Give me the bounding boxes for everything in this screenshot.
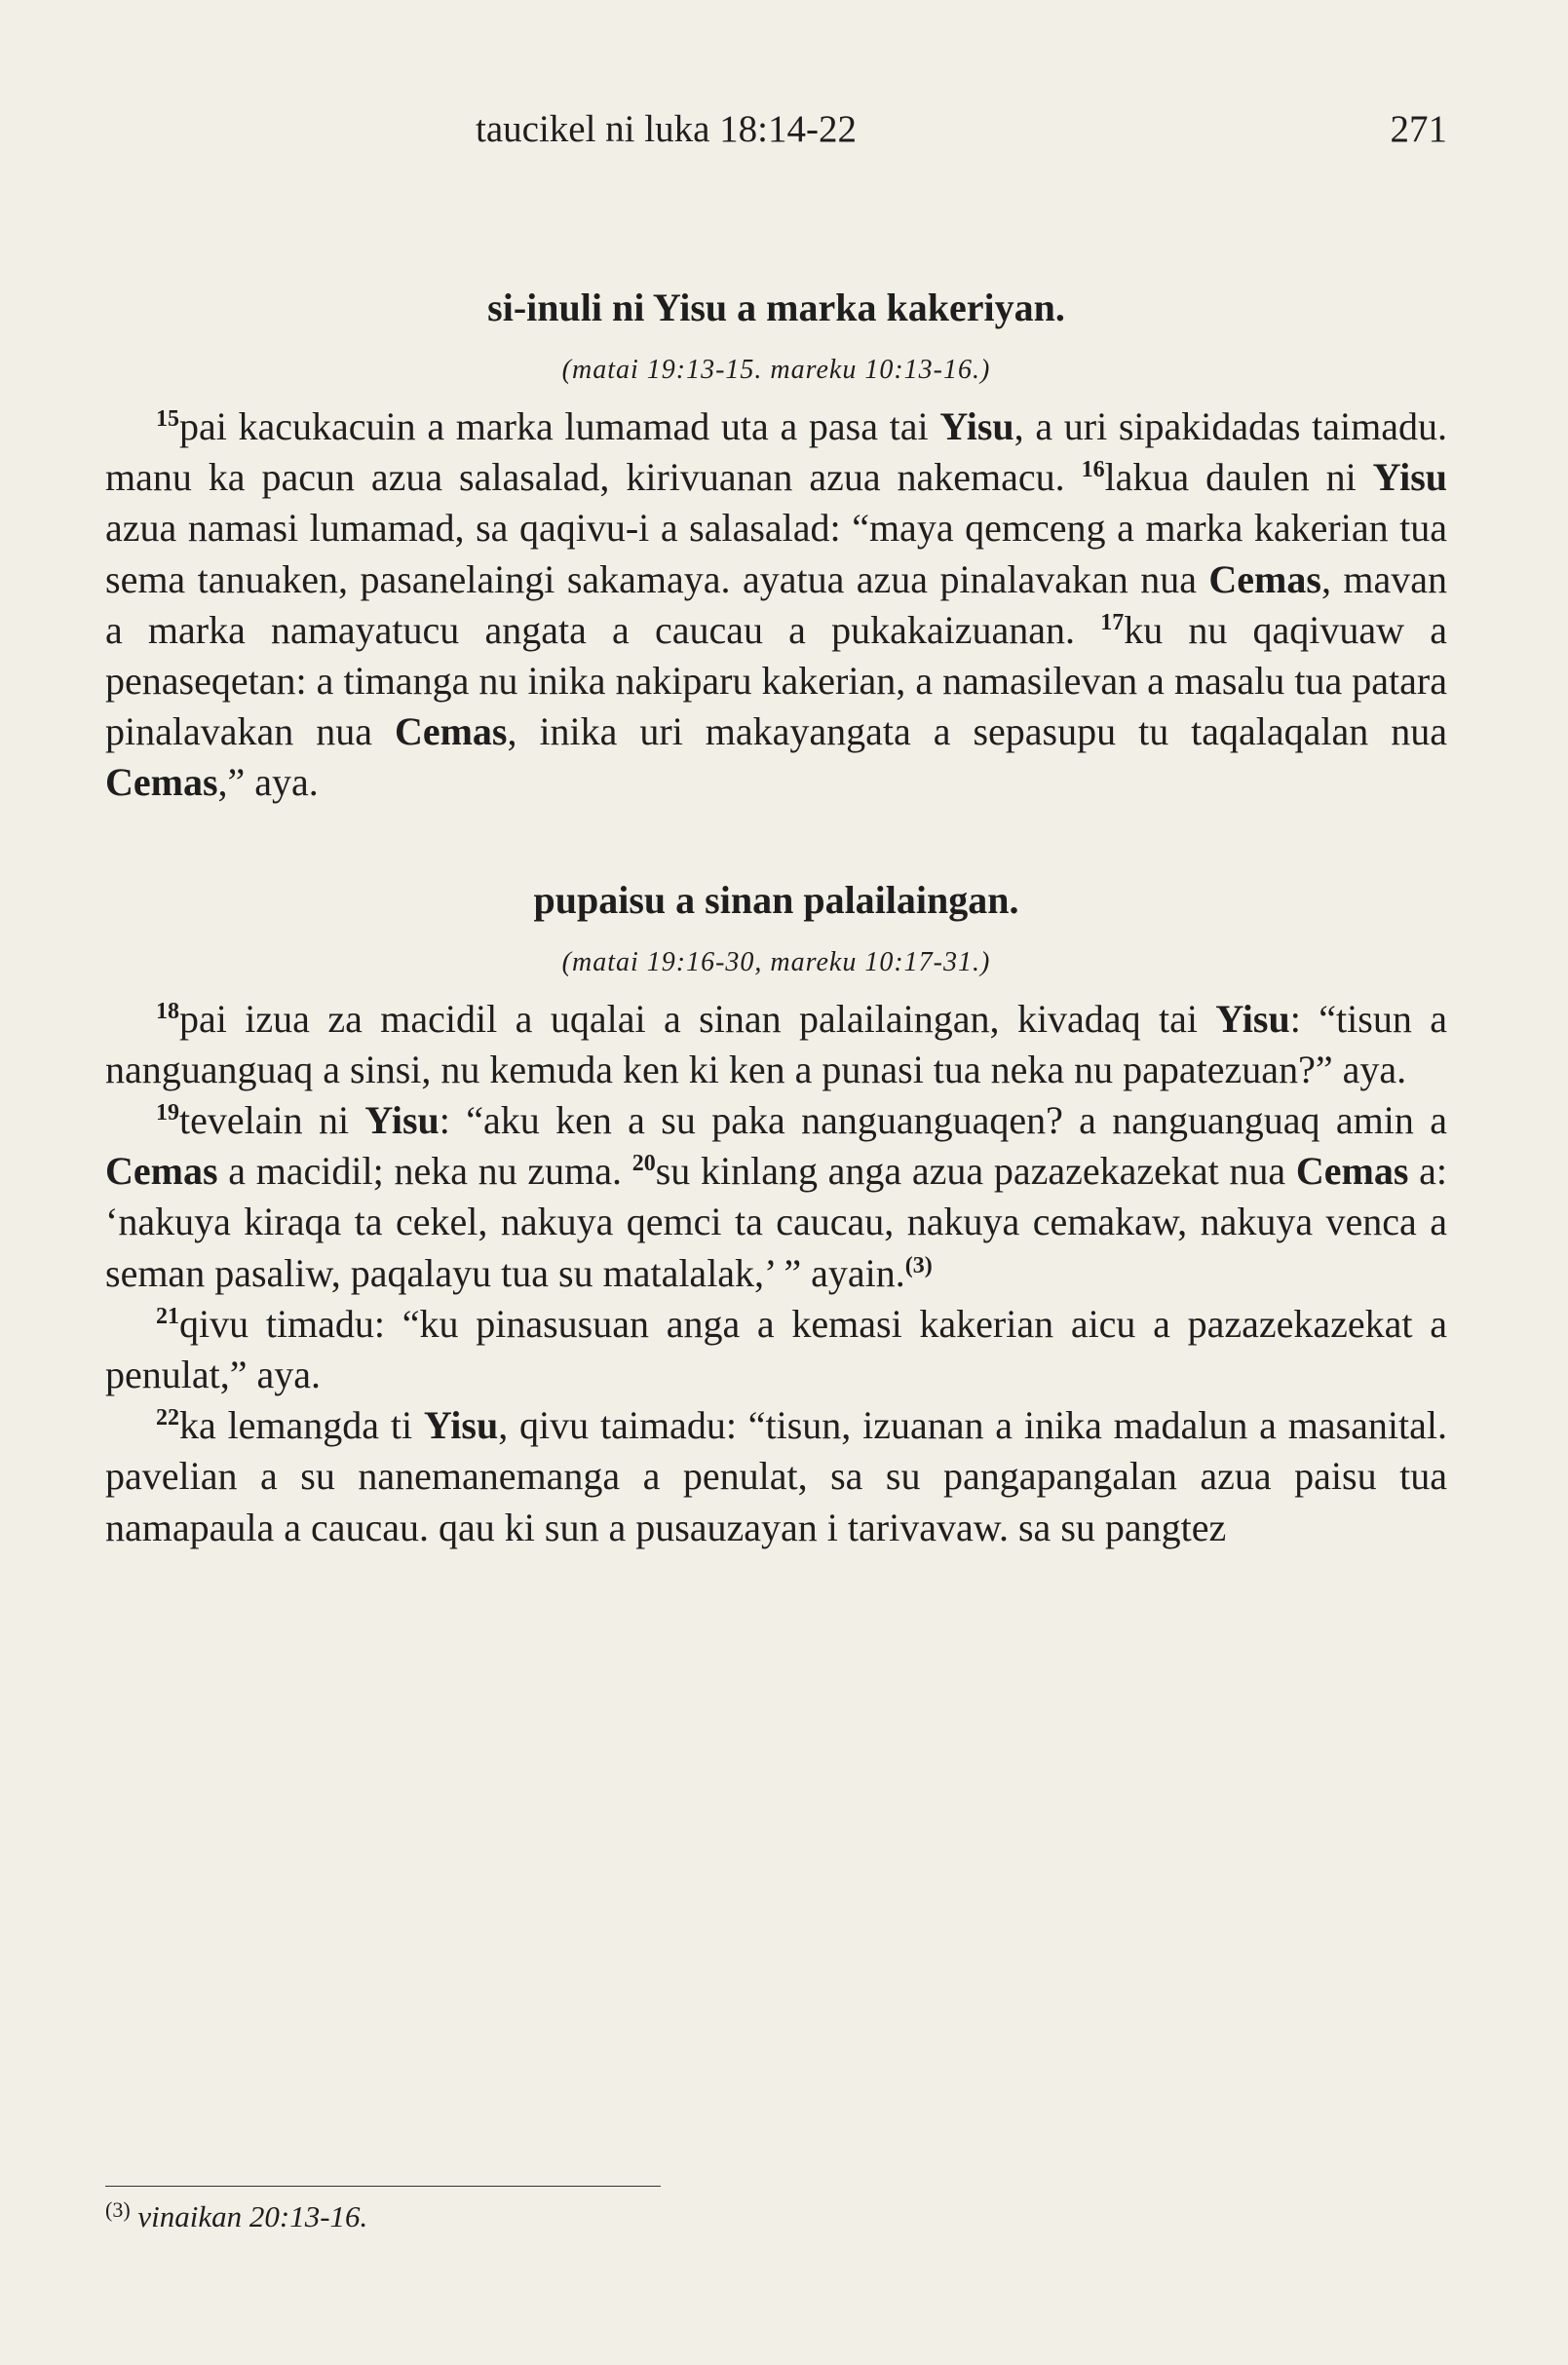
verse-22-text-b: , qivu taimadu: “tisun, izuanan a inika madalun a masanital. pavelian a su nanemanemanga a penulat, sa su pangapangalan azua paisu tua namapaula a caucau. qau ki sun a pusauzayan i tarivavaw. sa su pangtez	[105, 1403, 1448, 1549]
verse-19-name-b: Cemas	[105, 1149, 218, 1194]
paragraph-verse-18	[105, 994, 1447, 1095]
verse-number-17: 17	[1100, 609, 1125, 635]
verse-17-text-b: , inika uri makayangata a sepasupu tu taqalaqalan nua	[507, 709, 1447, 754]
verse-19-text-c: a macidil; neka nu zuma.	[217, 1149, 632, 1194]
footnote-mark: (3)	[105, 2197, 131, 2222]
verse-19-name-a: Yisu	[364, 1098, 440, 1143]
verse-number-21: 21	[156, 1303, 179, 1329]
verse-number-18: 18	[156, 998, 179, 1024]
verse-16-name-b: Cemas	[1208, 556, 1321, 601]
verse-15-text-b: , a uri sipakidadas taimadu. manu ka pacun azua salasalad, kirivuanan azua nakemacu.	[105, 404, 1448, 500]
verse-17-name-b: Cemas	[105, 760, 218, 805]
verse-22-text-a: ka lemangda ti	[179, 1403, 424, 1448]
verse-number-16: 16	[1081, 457, 1105, 483]
section-citation-1: (matai 19:13-15. mareku 10:13-16.)	[561, 355, 991, 385]
verse-number-15: 15	[156, 406, 179, 432]
paragraph-verse-22	[105, 1400, 1447, 1553]
page-number: 271	[1390, 108, 1447, 150]
paragraph-verse-21	[105, 1299, 1447, 1400]
paragraph-verses-15-17	[105, 401, 1447, 809]
verse-20-text-a: su kinlang anga azua pazazekazekat nua	[655, 1149, 1296, 1194]
section-title-2: pupaisu a sinan palailaingan.	[533, 877, 1019, 922]
footnote	[105, 2197, 367, 2234]
section-gap	[105, 809, 1447, 875]
verse-number-22: 22	[156, 1405, 179, 1431]
verse-21-text-a: qivu timadu: “ku pinasusuan anga a kemasi kakerian aicu a pazazekazekat a penulat,” aya.	[105, 1301, 1447, 1397]
verse-17-text-a: ku nu qaqivuaw a penaseqetan: a timanga nu inika nakiparu kakerian, a namasilevan a masalu tua patara pinalavakan nua	[105, 607, 1447, 754]
verse-20-text-b: a: ‘nakuya kiraqa ta cekel, nakuya qemci ta caucau, nakuya cemakaw, nakuya venca a seman pasaliw, paqalayu tua su matalalak,’ ” ayain.	[105, 1149, 1447, 1295]
verse-number-19: 19	[156, 1100, 179, 1126]
verse-19-text-b: : “aku ken a su paka nanguanguaqen? a nanguanguaq amin a	[439, 1098, 1447, 1143]
verse-17-name-a: Cemas	[394, 709, 508, 754]
verse-15-text-a: pai kacukacuin a marka lumamad uta a pasa tai	[179, 404, 940, 448]
verse-number-20: 20	[631, 1151, 656, 1177]
verse-22-name-a: Yisu	[423, 1403, 499, 1448]
verse-18-text-a: pai izua za macidil a uqalai a sinan palailaingan, kivadaq tai	[179, 996, 1216, 1041]
footnote-text: vinaikan 20:13-16.	[137, 2199, 368, 2233]
verse-18-text-b: : “tisun a nanguanguaq a sinsi, nu kemuda ken ki ken a punasi tua neka nu papatezuan?” aya.	[105, 996, 1448, 1091]
verse-15-name-a: Yisu	[939, 404, 1014, 448]
section-citation-2: (matai 19:16-30, mareku 10:17-31.)	[561, 946, 991, 977]
verse-17-text-c: ,” aya.	[217, 760, 319, 805]
verse-20-name-a: Cemas	[1295, 1149, 1409, 1194]
footnote-reference[interactable]: (3)	[904, 1252, 933, 1278]
footnote-divider	[105, 2186, 661, 2187]
verse-16-text-b: azua namasi lumamad, sa qaqivu-i a salasalad: “maya qemceng a marka kakerian tua sema tanuaken, pasanelaingi sakamaya. ayatua azua pinalavakan nua	[105, 506, 1447, 601]
verse-19-text-a: tevelain ni	[179, 1098, 365, 1143]
paragraph-verses-19-20	[105, 1095, 1447, 1299]
page-body	[105, 283, 1447, 1553]
verse-16-text-a: lakua daulen ni	[1104, 455, 1373, 500]
verse-18-name-a: Yisu	[1215, 996, 1290, 1041]
verse-16-text-c: , mavan a marka namayatucu angata a caucau a pukakaizuanan.	[105, 556, 1448, 652]
section-title-1: si-inuli ni Yisu a marka kakeriyan.	[487, 286, 1065, 329]
running-head-title: taucikel ni luka 18:14-22	[476, 108, 857, 150]
verse-16-name-a: Yisu	[1372, 455, 1447, 500]
